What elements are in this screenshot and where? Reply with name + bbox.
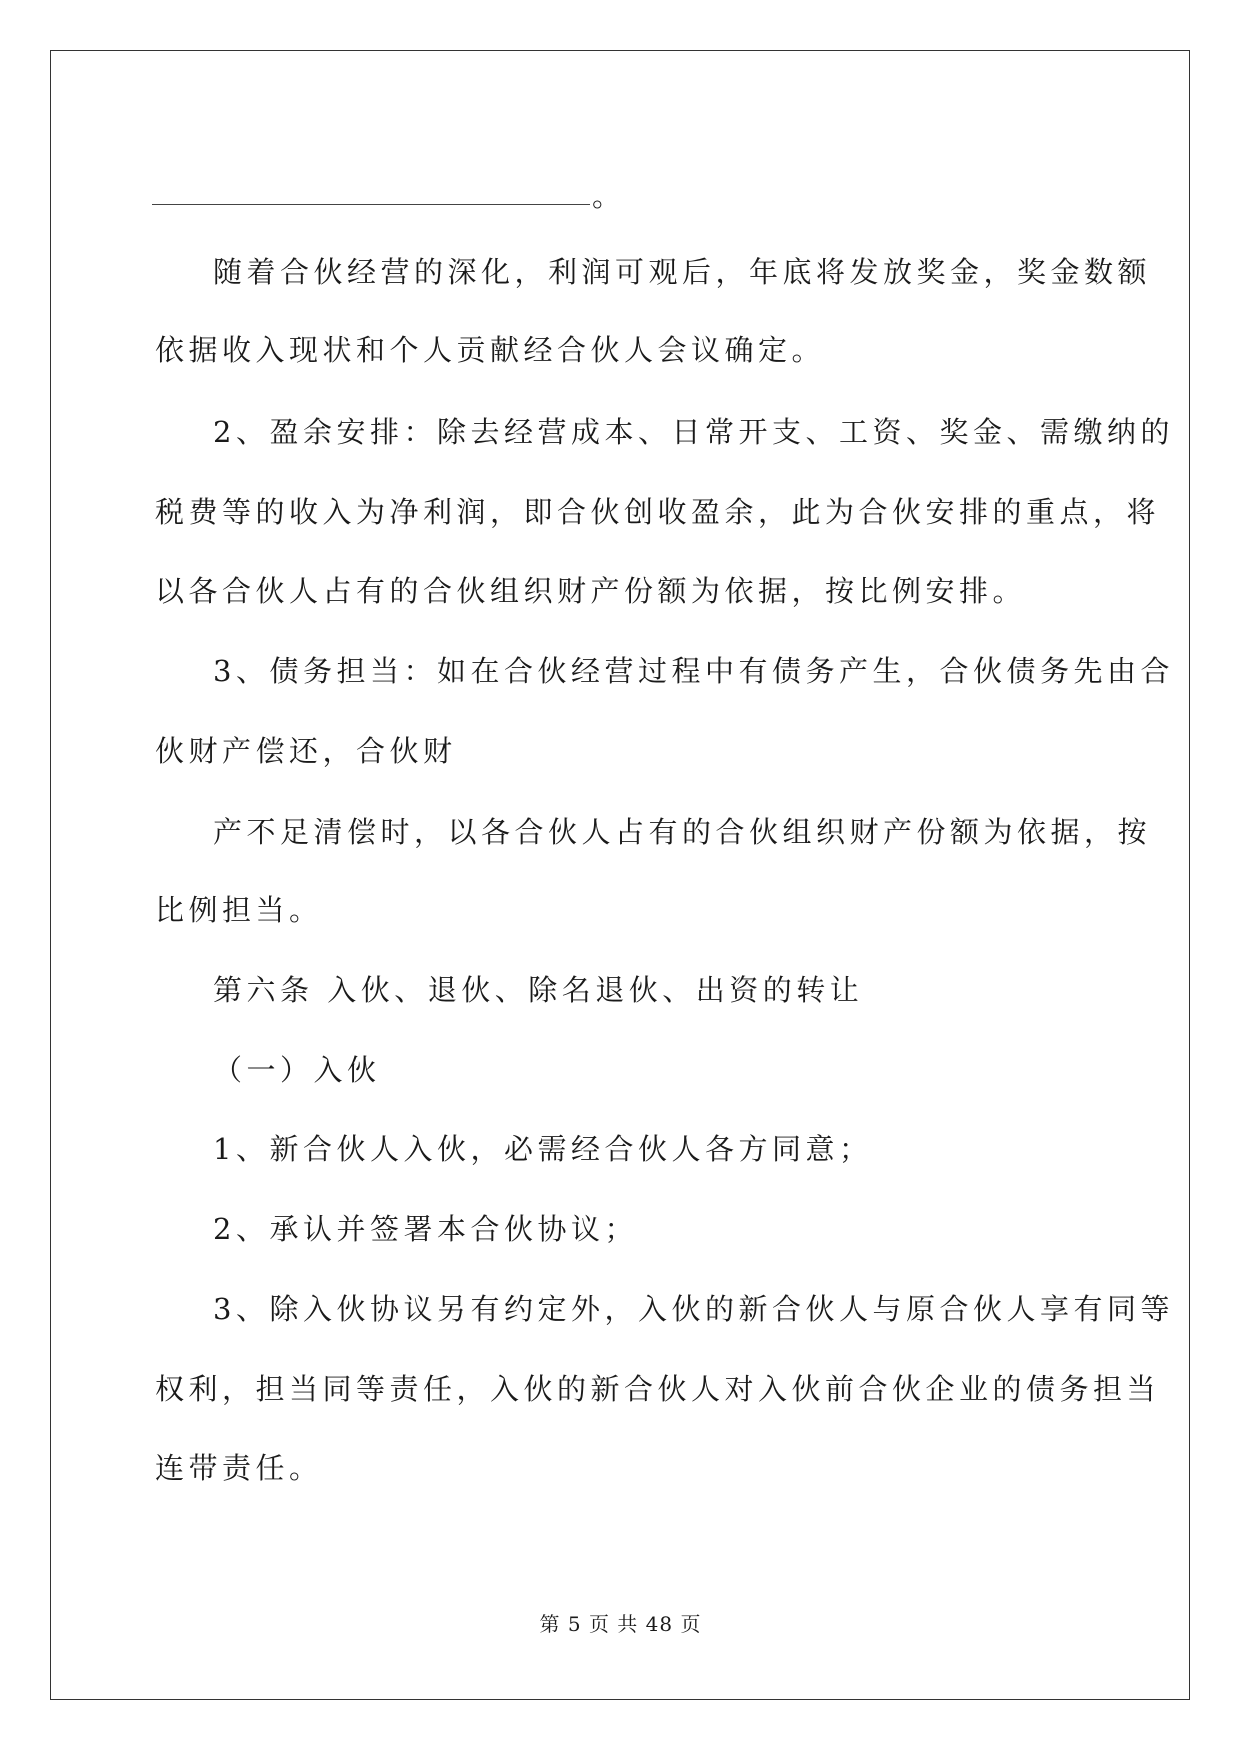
body-line-16: 连带责任。 xyxy=(155,1451,323,1485)
body-line-8: 产不足清偿时，以各合伙人占有的合伙组织财产份额为依据，按 xyxy=(213,815,1152,849)
fill-in-blank-line xyxy=(152,204,590,205)
body-line-12: 1、新合伙人入伙，必需经合伙人各方同意； xyxy=(213,1132,873,1166)
body-line-7: 伙财产偿还，合伙财 xyxy=(155,734,457,768)
body-line-6: 3、债务担当：如在合伙经营过程中有债务产生，合伙债务先由合 xyxy=(213,654,1174,688)
body-line-4: 税费等的收入为净利润，即合伙创收盈余，此为合伙安排的重点，将 xyxy=(155,495,1161,529)
body-line-13: 2、承认并签署本合伙协议； xyxy=(213,1212,638,1246)
page-number-footer: 第 5 页 共 48 页 xyxy=(539,1612,702,1636)
body-line-1: 随着合伙经营的深化，利润可观后，年底将发放奖金，奖金数额 xyxy=(213,255,1152,289)
body-line-5: 以各合伙人占有的合伙组织财产份额为依据，按比例安排。 xyxy=(155,574,1027,608)
body-line-9: 比例担当。 xyxy=(155,893,323,927)
body-line-14: 3、除入伙协议另有约定外，入伙的新合伙人与原合伙人享有同等 xyxy=(213,1292,1174,1326)
body-line-3: 2、盈余安排：除去经营成本、日常开支、工资、奖金、需缴纳的 xyxy=(213,415,1174,449)
body-line-15: 权利，担当同等责任，入伙的新合伙人对入伙前合伙企业的债务担当 xyxy=(155,1372,1161,1406)
subsection-heading-join: （一）入伙 xyxy=(213,1053,381,1087)
section-heading-article-6: 第六条 入伙、退伙、除名退伙、出资的转让 xyxy=(213,973,864,1007)
fill-in-end-mark: 。 xyxy=(592,179,622,213)
body-line-2: 依据收入现状和个人贡献经合伙人会议确定。 xyxy=(155,333,826,367)
